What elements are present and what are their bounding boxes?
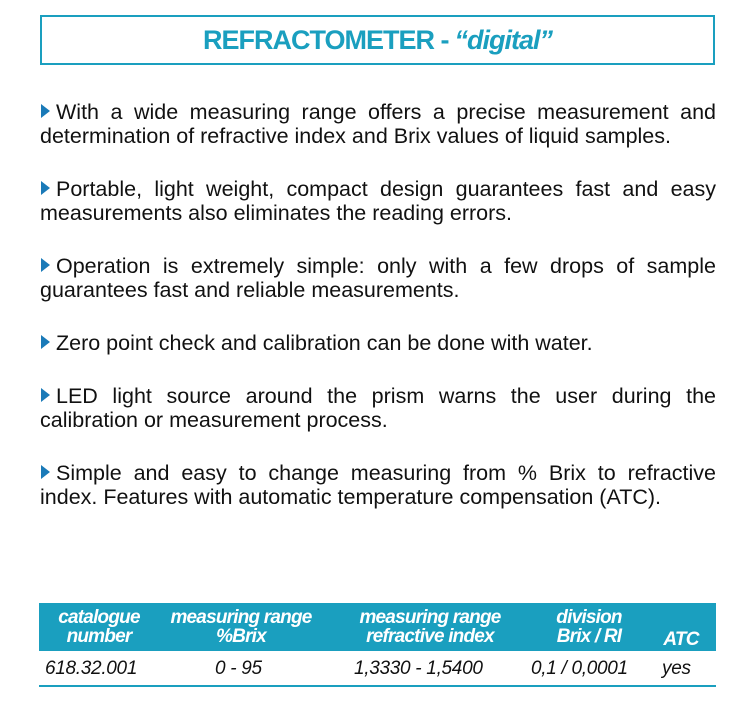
feature-item xyxy=(40,384,716,432)
cell-atc: yes xyxy=(662,658,691,679)
feature-text: LED light source around the prism warns the user during the calibration or measurement process. xyxy=(40,384,716,432)
arrow-right-icon xyxy=(41,335,50,349)
page-title: REFRACTOMETER - xyxy=(203,24,449,55)
feature-text: Simple and easy to change measuring from % Brix to refractive index. Features with automatic temperature compensation (ATC). xyxy=(40,461,716,509)
feature-item xyxy=(40,100,716,148)
arrow-right-icon xyxy=(41,258,50,272)
feature-item xyxy=(40,331,716,355)
header-division: division Brix / RI xyxy=(556,607,622,647)
feature-text: With a wide measuring range offers a precise measurement and determination of refractive index and Brix values of liquid samples. xyxy=(40,100,716,148)
feature-item xyxy=(40,461,716,509)
table-row xyxy=(39,651,716,687)
feature-item xyxy=(40,254,716,302)
feature-text: Zero point check and calibration can be done with water. xyxy=(56,331,593,355)
page-subtitle: “digital” xyxy=(454,24,552,55)
arrow-right-icon xyxy=(41,388,50,402)
header-catalogue-number: catalogue number xyxy=(58,607,140,647)
cell-range-brix: 0 - 95 xyxy=(215,658,262,679)
header-range-ri: measuring range refractive index xyxy=(359,607,501,647)
feature-text: Operation is extremely simple: only with a few drops of sample guarantees fast and reliable measurements. xyxy=(40,254,716,302)
title-box xyxy=(40,15,715,65)
cell-range-ri: 1,3330 - 1,5400 xyxy=(354,658,483,679)
table-header xyxy=(39,603,716,651)
arrow-right-icon xyxy=(41,465,50,479)
spec-table xyxy=(39,603,716,687)
arrow-right-icon xyxy=(41,181,50,195)
cell-catalogue-number: 618.32.001 xyxy=(45,658,138,679)
arrow-right-icon xyxy=(41,104,50,118)
cell-division: 0,1 / 0,0001 xyxy=(531,658,628,679)
feature-text: Portable, light weight, compact design guarantees fast and easy measurements also eliminates the reading errors. xyxy=(40,177,716,225)
header-atc: ATC xyxy=(663,629,699,650)
header-range-brix: measuring range %Brix xyxy=(170,607,312,647)
feature-list xyxy=(40,100,716,538)
feature-item xyxy=(40,177,716,225)
